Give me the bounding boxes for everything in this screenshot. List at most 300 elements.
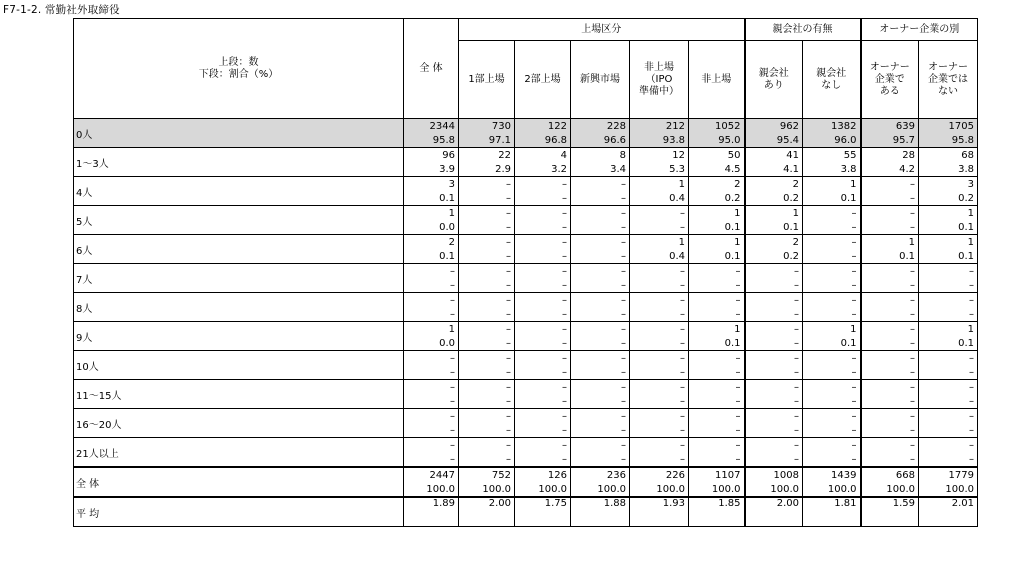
- cell-percent: 3.4: [571, 162, 630, 177]
- cell-percent: –: [571, 336, 630, 351]
- cell-average: 2.00: [459, 497, 515, 527]
- cell-count: 1: [861, 235, 919, 250]
- cell-count: –: [803, 351, 861, 366]
- header-col-4: 非上場: [689, 41, 745, 119]
- cell-count: –: [571, 235, 630, 250]
- cell-percent: 3.2: [515, 162, 571, 177]
- row-label: 21人以上: [74, 438, 404, 468]
- table-row: [74, 177, 978, 192]
- cell-percent: 95.8: [404, 133, 459, 148]
- table-row: [74, 351, 978, 366]
- cell-percent: –: [459, 249, 515, 264]
- cell-percent: –: [404, 452, 459, 467]
- cell-count: 1: [630, 235, 689, 250]
- table-row: [74, 467, 978, 482]
- cell-count: 1705: [919, 119, 978, 134]
- cell-percent: –: [459, 278, 515, 293]
- cell-percent: –: [459, 452, 515, 467]
- header-group-parent: 親会社の有無: [745, 19, 861, 41]
- cell-count: –: [919, 351, 978, 366]
- cell-percent: 100.0: [571, 482, 630, 497]
- cell-count: –: [404, 380, 459, 395]
- cell-percent: –: [919, 423, 978, 438]
- cell-count: –: [404, 351, 459, 366]
- cell-count: 1779: [919, 467, 978, 482]
- cell-count: –: [630, 264, 689, 279]
- cell-percent: –: [459, 336, 515, 351]
- cell-percent: 0.1: [404, 249, 459, 264]
- cell-percent: 0.1: [689, 220, 745, 235]
- cell-count: 12: [630, 148, 689, 163]
- cell-percent: –: [630, 452, 689, 467]
- cell-count: 228: [571, 119, 630, 134]
- cell-percent: 100.0: [515, 482, 571, 497]
- cell-count: –: [571, 380, 630, 395]
- cell-percent: –: [745, 423, 803, 438]
- cell-percent: –: [803, 249, 861, 264]
- header-col-7: オーナー 企業で ある: [861, 41, 919, 119]
- cell-count: –: [571, 322, 630, 337]
- cell-percent: –: [803, 220, 861, 235]
- row-label: 9人: [74, 322, 404, 351]
- cell-percent: –: [571, 278, 630, 293]
- cell-percent: –: [404, 278, 459, 293]
- legend-line2: 下段：割合（%）: [198, 68, 279, 80]
- average-row: [74, 497, 978, 527]
- cell-count: 639: [861, 119, 919, 134]
- cell-percent: –: [861, 307, 919, 322]
- cell-percent: –: [630, 336, 689, 351]
- header-col-1: 2部上場: [515, 41, 571, 119]
- cell-percent: –: [515, 191, 571, 206]
- cell-percent: –: [689, 365, 745, 380]
- cell-count: –: [919, 380, 978, 395]
- cell-count: 3: [404, 177, 459, 192]
- cell-percent: 0.1: [803, 336, 861, 351]
- cell-percent: –: [630, 423, 689, 438]
- cell-percent: 100.0: [803, 482, 861, 497]
- cell-count: 2344: [404, 119, 459, 134]
- cell-count: –: [630, 409, 689, 424]
- cell-percent: –: [861, 365, 919, 380]
- table-row: [74, 438, 978, 453]
- cell-count: –: [745, 264, 803, 279]
- cell-percent: 96.0: [803, 133, 861, 148]
- cell-percent: 95.0: [689, 133, 745, 148]
- cell-percent: –: [459, 191, 515, 206]
- cell-percent: 0.4: [630, 249, 689, 264]
- cell-percent: 0.1: [689, 249, 745, 264]
- cell-average: 1.88: [571, 497, 630, 527]
- cell-count: –: [515, 264, 571, 279]
- cell-count: 962: [745, 119, 803, 134]
- cell-count: 1: [404, 322, 459, 337]
- cell-percent: –: [689, 307, 745, 322]
- header-col-2: 新興市場: [571, 41, 630, 119]
- cell-count: 1052: [689, 119, 745, 134]
- cell-count: 28: [861, 148, 919, 163]
- cell-percent: 100.0: [745, 482, 803, 497]
- cell-count: 2: [745, 177, 803, 192]
- cell-percent: –: [571, 423, 630, 438]
- cell-percent: –: [919, 394, 978, 409]
- cell-percent: –: [745, 307, 803, 322]
- cell-percent: –: [571, 220, 630, 235]
- cell-count: 1: [689, 235, 745, 250]
- cell-percent: –: [571, 191, 630, 206]
- cell-percent: –: [689, 423, 745, 438]
- cell-percent: 97.1: [459, 133, 515, 148]
- cell-percent: 96.8: [515, 133, 571, 148]
- cell-count: 212: [630, 119, 689, 134]
- cell-percent: –: [404, 307, 459, 322]
- cell-percent: 96.6: [571, 133, 630, 148]
- cell-percent: –: [745, 452, 803, 467]
- table-row: [74, 206, 978, 221]
- header-group-listing: 上場区分: [459, 19, 745, 41]
- cell-percent: –: [745, 394, 803, 409]
- cell-percent: 0.1: [689, 336, 745, 351]
- cell-count: –: [861, 264, 919, 279]
- cell-percent: 2.9: [459, 162, 515, 177]
- cell-count: –: [919, 293, 978, 308]
- cell-count: –: [689, 293, 745, 308]
- cell-percent: –: [745, 365, 803, 380]
- cell-count: –: [861, 177, 919, 192]
- row-label: 6人: [74, 235, 404, 264]
- cell-percent: –: [861, 452, 919, 467]
- cell-percent: 100.0: [861, 482, 919, 497]
- cell-percent: –: [515, 394, 571, 409]
- cell-count: –: [571, 264, 630, 279]
- cell-percent: 0.4: [630, 191, 689, 206]
- cell-count: 1439: [803, 467, 861, 482]
- cell-count: 1: [689, 322, 745, 337]
- cell-percent: –: [919, 307, 978, 322]
- cell-count: 1: [919, 235, 978, 250]
- header-col-0: 1部上場: [459, 41, 515, 119]
- cell-count: –: [571, 438, 630, 453]
- cell-count: 122: [515, 119, 571, 134]
- cell-percent: 0.1: [861, 249, 919, 264]
- table-row: [74, 322, 978, 337]
- cell-count: 50: [689, 148, 745, 163]
- header-total: 全 体: [404, 19, 459, 119]
- legend-cell: [74, 19, 404, 119]
- cell-percent: –: [571, 452, 630, 467]
- cell-average: 1.85: [689, 497, 745, 527]
- cell-count: –: [861, 409, 919, 424]
- cell-percent: 4.5: [689, 162, 745, 177]
- cell-percent: 0.2: [919, 191, 978, 206]
- cell-average: 2.01: [919, 497, 978, 527]
- cell-percent: –: [919, 452, 978, 467]
- cell-percent: –: [459, 423, 515, 438]
- cell-percent: –: [803, 307, 861, 322]
- cell-percent: –: [745, 278, 803, 293]
- cell-percent: 3.8: [919, 162, 978, 177]
- cell-percent: 3.9: [404, 162, 459, 177]
- cell-count: –: [803, 380, 861, 395]
- cell-percent: –: [515, 278, 571, 293]
- table-row: [74, 148, 978, 163]
- cell-count: –: [459, 380, 515, 395]
- cell-count: –: [459, 322, 515, 337]
- cell-count: 752: [459, 467, 515, 482]
- cell-count: –: [745, 380, 803, 395]
- row-label: 7人: [74, 264, 404, 293]
- cell-count: –: [515, 409, 571, 424]
- row-label: 全 体: [74, 467, 404, 497]
- cell-percent: 95.4: [745, 133, 803, 148]
- cell-count: –: [571, 293, 630, 308]
- cell-percent: 0.1: [919, 220, 978, 235]
- row-label: 8人: [74, 293, 404, 322]
- cell-count: –: [571, 177, 630, 192]
- cell-percent: 95.8: [919, 133, 978, 148]
- cell-count: –: [515, 293, 571, 308]
- row-label: 1～3人: [74, 148, 404, 177]
- cell-count: –: [689, 351, 745, 366]
- cell-percent: –: [515, 336, 571, 351]
- cell-percent: 0.2: [745, 191, 803, 206]
- cell-percent: –: [630, 220, 689, 235]
- cell-count: –: [803, 409, 861, 424]
- cell-count: 2: [689, 177, 745, 192]
- cell-count: –: [861, 206, 919, 221]
- cell-count: 2: [404, 235, 459, 250]
- cell-percent: –: [571, 249, 630, 264]
- cell-count: –: [745, 293, 803, 308]
- cell-count: 55: [803, 148, 861, 163]
- cell-percent: –: [404, 365, 459, 380]
- cell-percent: –: [459, 394, 515, 409]
- cell-count: –: [745, 322, 803, 337]
- cell-percent: –: [515, 452, 571, 467]
- cell-count: –: [745, 351, 803, 366]
- cell-percent: –: [689, 278, 745, 293]
- cell-percent: 0.1: [404, 191, 459, 206]
- cell-count: –: [515, 351, 571, 366]
- cell-count: –: [745, 438, 803, 453]
- cell-percent: 0.1: [919, 336, 978, 351]
- cell-percent: –: [689, 394, 745, 409]
- cell-percent: –: [404, 394, 459, 409]
- cell-count: –: [459, 293, 515, 308]
- cell-count: 1382: [803, 119, 861, 134]
- cell-percent: –: [919, 365, 978, 380]
- cell-count: –: [919, 264, 978, 279]
- cell-percent: –: [630, 365, 689, 380]
- data-table: [73, 18, 978, 527]
- cell-percent: –: [803, 278, 861, 293]
- cell-average: 1.93: [630, 497, 689, 527]
- cell-count: –: [459, 235, 515, 250]
- cell-count: 68: [919, 148, 978, 163]
- cell-count: –: [630, 380, 689, 395]
- cell-percent: –: [861, 394, 919, 409]
- cell-percent: –: [404, 423, 459, 438]
- cell-count: 3: [919, 177, 978, 192]
- cell-count: –: [803, 235, 861, 250]
- cell-percent: –: [515, 249, 571, 264]
- cell-count: –: [571, 351, 630, 366]
- cell-percent: 4.2: [861, 162, 919, 177]
- cell-count: –: [571, 206, 630, 221]
- cell-count: –: [803, 438, 861, 453]
- cell-percent: 0.1: [745, 220, 803, 235]
- cell-count: 236: [571, 467, 630, 482]
- cell-count: –: [861, 438, 919, 453]
- row-label: 0人: [74, 119, 404, 148]
- cell-percent: –: [515, 307, 571, 322]
- cell-count: –: [861, 351, 919, 366]
- table-row: [74, 235, 978, 250]
- cell-percent: –: [630, 394, 689, 409]
- cell-percent: 0.0: [404, 336, 459, 351]
- cell-count: –: [803, 293, 861, 308]
- cell-percent: –: [861, 423, 919, 438]
- row-label: 4人: [74, 177, 404, 206]
- table-row: [74, 264, 978, 279]
- cell-count: –: [459, 206, 515, 221]
- cell-percent: –: [571, 307, 630, 322]
- cell-percent: –: [861, 220, 919, 235]
- cell-percent: 4.1: [745, 162, 803, 177]
- cell-count: –: [515, 206, 571, 221]
- cell-percent: –: [803, 394, 861, 409]
- cell-count: –: [515, 235, 571, 250]
- cell-percent: –: [515, 220, 571, 235]
- cell-count: 730: [459, 119, 515, 134]
- cell-average: 1.89: [404, 497, 459, 527]
- legend-line1: 上段：数: [218, 56, 259, 68]
- header-col-3: 非上場 （IPO 準備中）: [630, 41, 689, 119]
- row-label: 11～15人: [74, 380, 404, 409]
- cell-percent: –: [459, 365, 515, 380]
- cell-count: –: [459, 177, 515, 192]
- cell-percent: 0.1: [803, 191, 861, 206]
- cell-count: 1008: [745, 467, 803, 482]
- cell-count: 8: [571, 148, 630, 163]
- cell-count: –: [630, 206, 689, 221]
- cell-percent: 100.0: [630, 482, 689, 497]
- cell-count: –: [515, 380, 571, 395]
- cell-count: –: [515, 322, 571, 337]
- cell-count: 41: [745, 148, 803, 163]
- cell-count: –: [630, 293, 689, 308]
- cell-percent: –: [515, 365, 571, 380]
- table-row: [74, 119, 978, 134]
- cell-count: –: [459, 438, 515, 453]
- cell-count: –: [630, 322, 689, 337]
- cell-percent: 0.1: [919, 249, 978, 264]
- cell-percent: –: [630, 278, 689, 293]
- cell-count: –: [689, 409, 745, 424]
- row-label: 平 均: [74, 497, 404, 527]
- header-col-8: オーナー 企業では ない: [919, 41, 978, 119]
- cell-count: 1: [404, 206, 459, 221]
- table-row: [74, 409, 978, 424]
- cell-percent: –: [861, 191, 919, 206]
- cell-percent: –: [689, 452, 745, 467]
- cell-percent: –: [571, 394, 630, 409]
- cell-percent: –: [745, 336, 803, 351]
- cell-count: –: [861, 380, 919, 395]
- header-col-5: 親会社 あり: [745, 41, 803, 119]
- cell-average: 1.75: [515, 497, 571, 527]
- cell-count: –: [404, 409, 459, 424]
- cell-count: –: [689, 438, 745, 453]
- cell-percent: 95.7: [861, 133, 919, 148]
- table-row: [74, 380, 978, 395]
- cell-count: –: [689, 380, 745, 395]
- cell-percent: 93.8: [630, 133, 689, 148]
- cell-percent: –: [803, 452, 861, 467]
- cell-count: –: [630, 438, 689, 453]
- header-col-6: 親会社 なし: [803, 41, 861, 119]
- cell-percent: 0.0: [404, 220, 459, 235]
- cell-count: –: [919, 438, 978, 453]
- cell-percent: –: [459, 220, 515, 235]
- cell-percent: –: [861, 278, 919, 293]
- cell-count: –: [459, 409, 515, 424]
- cell-count: –: [745, 409, 803, 424]
- cell-count: –: [515, 177, 571, 192]
- cell-percent: 100.0: [919, 482, 978, 497]
- cell-percent: –: [459, 307, 515, 322]
- cell-percent: 100.0: [689, 482, 745, 497]
- table-header: [74, 19, 978, 119]
- cell-count: –: [861, 293, 919, 308]
- cell-percent: –: [630, 307, 689, 322]
- cell-count: 1: [803, 177, 861, 192]
- cell-percent: –: [919, 278, 978, 293]
- cell-count: 126: [515, 467, 571, 482]
- cell-percent: –: [571, 365, 630, 380]
- cell-percent: –: [515, 423, 571, 438]
- row-label: 10人: [74, 351, 404, 380]
- cell-count: 226: [630, 467, 689, 482]
- cell-average: 1.81: [803, 497, 861, 527]
- cell-count: –: [803, 206, 861, 221]
- table-row: [74, 293, 978, 308]
- cell-percent: 5.3: [630, 162, 689, 177]
- cell-count: –: [404, 438, 459, 453]
- cell-average: 2.00: [745, 497, 803, 527]
- cell-count: 22: [459, 148, 515, 163]
- cell-count: –: [459, 264, 515, 279]
- cell-count: 668: [861, 467, 919, 482]
- cell-count: 1: [803, 322, 861, 337]
- cell-count: 2: [745, 235, 803, 250]
- cell-percent: 3.8: [803, 162, 861, 177]
- table-body: [74, 119, 978, 527]
- cell-percent: –: [803, 423, 861, 438]
- cell-average: 1.59: [861, 497, 919, 527]
- cell-count: –: [803, 264, 861, 279]
- cell-count: 96: [404, 148, 459, 163]
- row-label: 5人: [74, 206, 404, 235]
- cell-percent: 100.0: [459, 482, 515, 497]
- cell-count: –: [861, 322, 919, 337]
- cell-count: –: [459, 351, 515, 366]
- cell-count: –: [571, 409, 630, 424]
- table-title: F7-1-2. 常勤社外取締役: [3, 4, 120, 16]
- cell-count: 1: [919, 206, 978, 221]
- cell-percent: –: [861, 336, 919, 351]
- row-label: 16～20人: [74, 409, 404, 438]
